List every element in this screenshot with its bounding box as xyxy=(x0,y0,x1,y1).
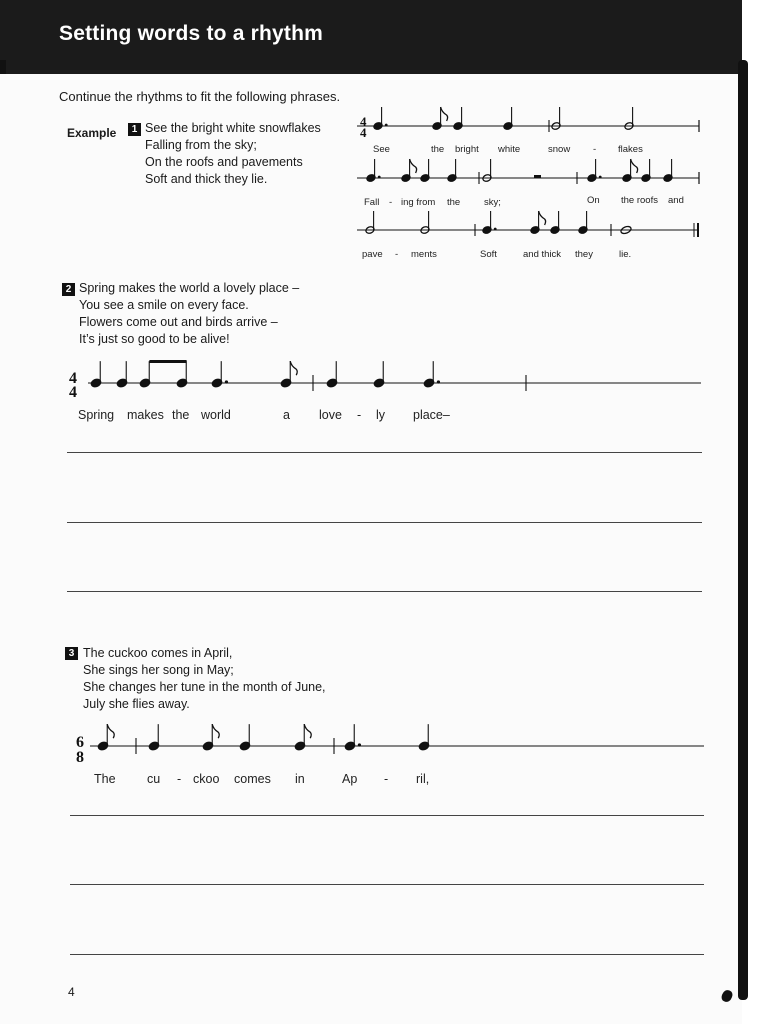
lyric-syllable: love xyxy=(319,408,342,422)
example-label: Example xyxy=(67,126,117,140)
dot xyxy=(599,176,602,179)
dot xyxy=(437,380,440,383)
time-signature-bottom: 8 xyxy=(76,749,84,766)
time-signature-top: 4 xyxy=(360,114,367,129)
poem-line: On the roofs and pavements xyxy=(145,155,303,169)
dot xyxy=(494,228,497,231)
lyric-syllable: The xyxy=(94,772,116,786)
example-number-badge: 1 xyxy=(128,123,141,136)
lyric-syllable: ckoo xyxy=(193,772,220,786)
note-flag xyxy=(410,159,417,173)
page-title: Setting words to a rhythm xyxy=(59,22,324,45)
lyric-syllable: and xyxy=(668,195,684,206)
time-signature-bottom: 4 xyxy=(69,384,77,401)
lyric-syllable: world xyxy=(201,408,231,422)
lyric-syllable: ril, xyxy=(416,772,430,786)
lyric-syllable: white xyxy=(498,144,521,155)
lyric-syllable: the xyxy=(431,144,445,155)
lyric-hyphen: - xyxy=(357,408,362,422)
lyric-syllable: Ap xyxy=(342,772,358,786)
lyric-syllable: pave xyxy=(362,249,383,260)
lyric-syllable: flakes xyxy=(618,144,643,155)
dot xyxy=(378,176,381,179)
lyric-hyphen: - xyxy=(177,772,182,786)
lyric-syllable: the roofs xyxy=(621,195,658,206)
lyric-hyphen: - xyxy=(395,249,399,260)
lyric-syllable: ly xyxy=(376,408,386,422)
note-flag xyxy=(304,724,311,738)
exercise-3-number-badge: 3 xyxy=(65,647,78,660)
lyric-syllable: Spring xyxy=(78,408,115,422)
lyric-syllable: a xyxy=(283,408,290,422)
lyric-syllable: See xyxy=(373,144,390,155)
poem-line: The cuckoo comes in April, xyxy=(83,646,233,660)
note-flag xyxy=(212,724,219,738)
poem-line: You see a smile on every face. xyxy=(79,298,249,312)
lyric-syllable: sky; xyxy=(484,197,501,208)
note-flag xyxy=(290,361,297,375)
lyric-syllable: place– xyxy=(413,408,450,422)
note-flag xyxy=(631,159,638,173)
note-flag xyxy=(441,107,448,121)
lyric-syllable: the xyxy=(447,197,461,208)
exercise-2-number-badge: 2 xyxy=(62,283,75,296)
page-number: 4 xyxy=(68,985,75,999)
lyric-syllable: the xyxy=(172,408,190,422)
lyric-syllable: and thick xyxy=(523,249,562,260)
beam xyxy=(149,360,186,363)
lyric-hyphen: - xyxy=(389,197,393,208)
lyric-hyphen: - xyxy=(384,772,389,786)
lyric-syllable: ing from xyxy=(401,197,436,208)
dot xyxy=(385,124,388,127)
lyric-syllable: cu xyxy=(147,772,161,786)
poem-line: Spring makes the world a lovely place – xyxy=(79,281,300,295)
poem-line: She changes her tune in the month of June, xyxy=(83,680,326,694)
poem-line: Falling from the sky; xyxy=(145,138,257,152)
lyric-syllable: in xyxy=(295,772,305,786)
lyric-syllable: bright xyxy=(455,144,479,155)
lyric-syllable: makes xyxy=(127,408,164,422)
lyric-hyphen: - xyxy=(593,144,597,155)
lyric-syllable: snow xyxy=(548,144,571,155)
lyric-syllable: ments xyxy=(411,249,437,260)
time-signature-top: 6 xyxy=(76,734,84,751)
poem-line: Soft and thick they lie. xyxy=(145,172,268,186)
poem-line: See the bright white snowflakes xyxy=(145,121,321,135)
dot xyxy=(358,743,361,746)
poem-line: She sings her song in May; xyxy=(83,663,234,677)
lyric-syllable: lie. xyxy=(619,249,632,260)
poem-line: It’s just so good to be alive! xyxy=(79,332,230,346)
lyric-syllable: they xyxy=(575,249,593,260)
dot xyxy=(225,380,228,383)
notes-group xyxy=(90,107,673,754)
lyric-syllable: On xyxy=(587,195,600,206)
poem-line: July she flies away. xyxy=(83,697,190,711)
poem-line: Flowers come out and birds arrive – xyxy=(79,315,278,329)
note-flag xyxy=(107,724,114,738)
time-signature-bottom: 4 xyxy=(360,125,367,140)
note-flag xyxy=(539,211,546,225)
lyric-syllable: comes xyxy=(234,772,271,786)
half-rest xyxy=(534,175,541,178)
instructions: Continue the rhythms to fit the following phrases. xyxy=(59,89,341,104)
lyric-syllable: Fall xyxy=(364,197,380,208)
lyric-syllable: Soft xyxy=(480,249,497,260)
time-signature-top: 4 xyxy=(69,370,77,387)
